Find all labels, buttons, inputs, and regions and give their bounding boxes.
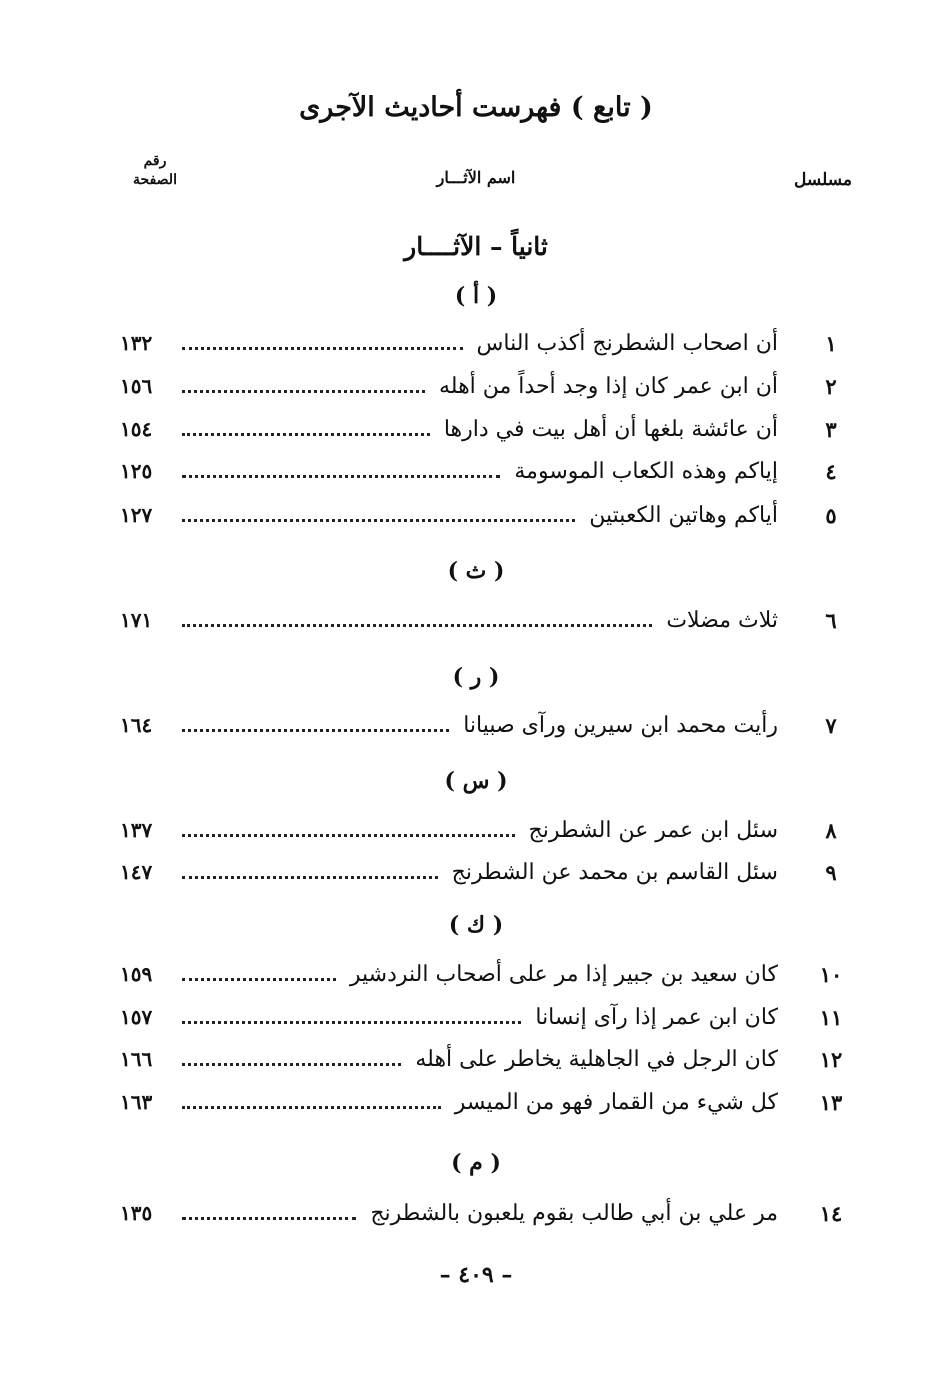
dot-leader [182,433,430,436]
dot-leader [182,876,438,879]
index-entry-10 [120,955,850,993]
entry-page: ١٦٤ [120,713,153,737]
index-entry-12 [120,1040,850,1078]
entry-number: ١ [825,330,837,356]
entry-title: كان الرجل في الجاهلية يخاطر على أهله [415,1046,778,1072]
dot-leader [182,390,425,393]
page-title: ( تابع ) فهرست أحاديث الآجرى [299,92,653,123]
entry-title: سئل ابن عمر عن الشطرنج [528,817,778,843]
entry-page: ١٣٢ [120,331,153,355]
entry-page: ١٥٩ [120,962,153,986]
entry-title: أن ابن عمر كان إذا وجد أحداً من أهله [438,373,778,399]
entry-title: كل شيء من القمار فهو من الميسر [454,1089,778,1115]
index-entry-1 [120,324,850,362]
entry-number: ٩ [825,859,837,885]
dot-leader [182,729,449,732]
entry-number: ٥ [825,502,837,528]
entry-number: ٧ [825,712,837,738]
entry-page: ١٥٤ [120,417,153,441]
entry-number: ١١ [819,1004,843,1030]
entry-page: ١٥٧ [120,1005,153,1029]
group-letter-tha: ( ث ) [447,558,505,584]
index-entry-13 [120,1083,850,1121]
group-letter-kaf: ( ك ) [448,912,504,938]
dot-leader [182,1021,521,1024]
entry-page: ١٦٦ [120,1047,153,1071]
section-title: ثانياً – الآثــــار [404,232,548,261]
dot-leader [182,1217,356,1220]
entry-page: ١٣٥ [120,1201,153,1225]
entry-page: ١٣٧ [120,818,153,842]
dot-leader [182,834,515,837]
index-entry-14 [120,1194,850,1232]
index-entry-2 [120,367,850,405]
entry-title: أن عائشة بلغها أن أهل بيت في دارها [443,416,778,442]
entry-number: ٣ [825,416,837,442]
entry-title: ثلاث مضلات [666,607,778,633]
dot-leader [182,1063,401,1066]
index-entry-11 [120,998,850,1036]
entry-title: كان ابن عمر إذا رآى إنسانا [535,1004,778,1030]
page-number: – ٤٠٩ – [439,1262,513,1288]
entry-number: ١٣ [819,1089,843,1115]
entry-title: رأيت محمد ابن سيرين ورآى صبيانا [463,712,778,738]
entry-page: ١٦٣ [120,1090,153,1114]
group-letter-mim: ( م ) [451,1150,501,1176]
entry-title: سئل القاسم بن محمد عن الشطرنج [451,859,778,885]
entry-title: أن اصحاب الشطرنج أكذب الناس [476,330,778,356]
entry-number: ١٠ [819,961,843,987]
dot-leader [182,347,463,350]
entry-page: ١٧١ [120,608,153,632]
group-letter-sin: ( س ) [444,768,508,794]
index-entry-6 [120,601,850,639]
column-header-page-line1: رقم [143,153,167,169]
entry-number: ٨ [825,817,837,843]
index-entry-3 [120,410,850,448]
entry-number: ٦ [825,607,837,633]
index-entry-4 [120,452,850,490]
entry-page: ١٤٧ [120,860,153,884]
index-entry-7 [120,706,850,744]
entry-title: إياكم وهذه الكعاب الموسومة [514,458,778,484]
entry-page: ١٢٥ [120,459,153,483]
index-entry-5 [120,496,850,534]
entry-number: ١٤ [819,1200,843,1226]
group-letter-ra: ( ر ) [452,664,500,690]
dot-leader [182,475,500,478]
entry-title: كان سعيد بن جبير إذا مر على أصحاب النردشير [349,961,778,987]
entry-number: ٤ [825,458,837,484]
column-header-page-line2: الصفحة [133,172,177,188]
entry-page: ١٥٦ [120,374,153,398]
index-entry-8 [120,811,850,849]
column-header-name: اسم الآثـــار [436,168,516,187]
entry-number: ٢ [825,373,837,399]
index-entry-9 [120,853,850,891]
dot-leader [182,1106,441,1109]
entry-title: مر علي بن أبي طالب بقوم يلعبون بالشطرنج [370,1200,778,1226]
column-header-serial: مسلسل [794,170,852,190]
entry-page: ١٢٧ [120,503,153,527]
entry-title: أياكم وهاتين الكعبتين [589,502,778,528]
dot-leader [182,978,336,981]
column-header-page [110,152,200,190]
group-letter-alif: ( أ ) [454,283,498,309]
dot-leader [182,624,652,627]
dot-leader [182,519,575,522]
entry-number: ١٢ [819,1046,843,1072]
